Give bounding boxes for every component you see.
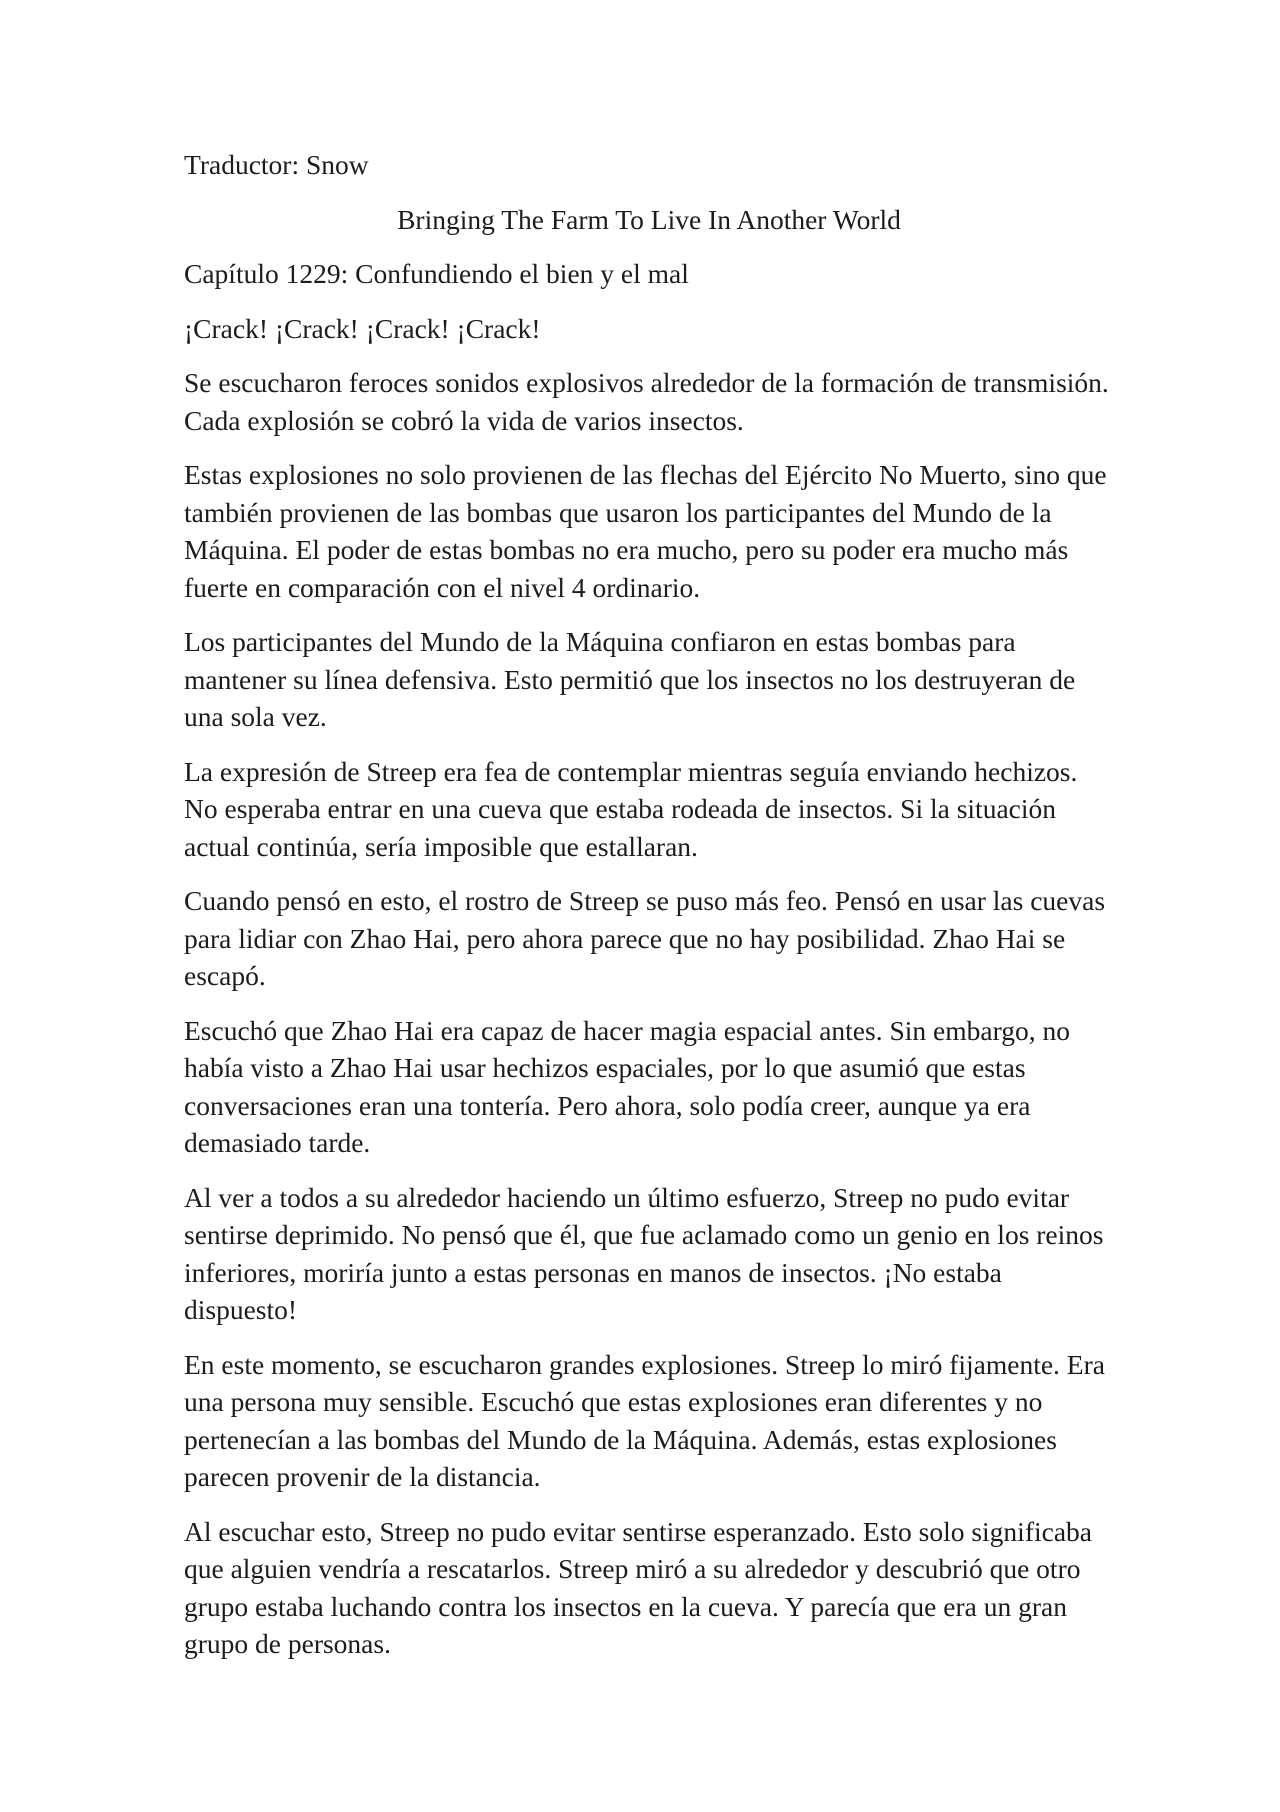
paragraph: Estas explosiones no solo provienen de las flechas del Ejército No Muerto, sino que también provienen de las bombas que usaron los participantes del Mundo de la Máquina. El poder de estas bombas no era mucho, pero su poder era mucho más fuerte en comparación con el nivel 4 ordinario. [184, 459, 1107, 603]
translator-credit: Traductor: Snow [184, 149, 369, 180]
paragraph: Al ver a todos a su alrededor haciendo un último esfuerzo, Streep no pudo evitar sentirse deprimido. No pensó que él, que fue aclamado como un genio en los reinos inferiores, moriría junto a estas personas en manos de insectos. ¡No estaba dispuesto! [184, 1181, 1104, 1325]
paragraph: Cuando pensó en esto, el rostro de Streep se puso más feo. Pensó en usar las cuevas para lidiar con Zhao Hai, pero ahora parece que no hay posibilidad. Zhao Hai se escapó. [184, 885, 1106, 991]
paragraph: Los participantes del Mundo de la Máquina confiaron en estas bombas para mantener su línea defensiva. Esto permitió que los insectos no los destruyeran de una sola vez. [184, 626, 1076, 732]
paragraph: Escuchó que Zhao Hai era capaz de hacer magia espacial antes. Sin embargo, no había visto a Zhao Hai usar hechizos espaciales, por lo que asumió que estas conversaciones eran una tontería. Pero ahora, solo podía creer, aunque ya era demasiado tarde. [184, 1014, 1070, 1158]
chapter-title: Capítulo 1229: Confundiendo el bien y el mal [184, 258, 689, 289]
paragraph: Al escuchar esto, Streep no pudo evitar sentirse esperanzado. Esto solo significaba que alguien vendría a rescatarlos. Streep miró a su alrededor y descubrió que otro grupo estaba luchando contra los insectos en la cueva. Y parecía que era un gran grupo de personas. [184, 1515, 1092, 1659]
document-page [184, 146, 1114, 1680]
paragraph: ¡Crack! ¡Crack! ¡Crack! ¡Crack! [184, 312, 541, 344]
paragraph: La expresión de Streep era fea de contemplar mientras seguía enviando hechizos. No esperaba entrar en una cueva que estaba rodeada de insectos. Si la situación actual continúa, sería imposible que estallaran. [184, 755, 1078, 862]
book-title: Bringing The Farm To Live In Another World [397, 203, 901, 235]
paragraph: En este momento, se escucharon grandes explosiones. Streep lo miró fijamente. Era una persona muy sensible. Escuchó que estas explosiones eran diferentes y no pertenecían a las bombas del Mundo de la Máquina. Además, estas explosiones parecen provenir de la distancia. [184, 1348, 1105, 1492]
paragraph: Se escucharon feroces sonidos explosivos alrededor de la formación de transmisión. Cada explosión se cobró la vida de varios insectos. [184, 367, 1109, 436]
